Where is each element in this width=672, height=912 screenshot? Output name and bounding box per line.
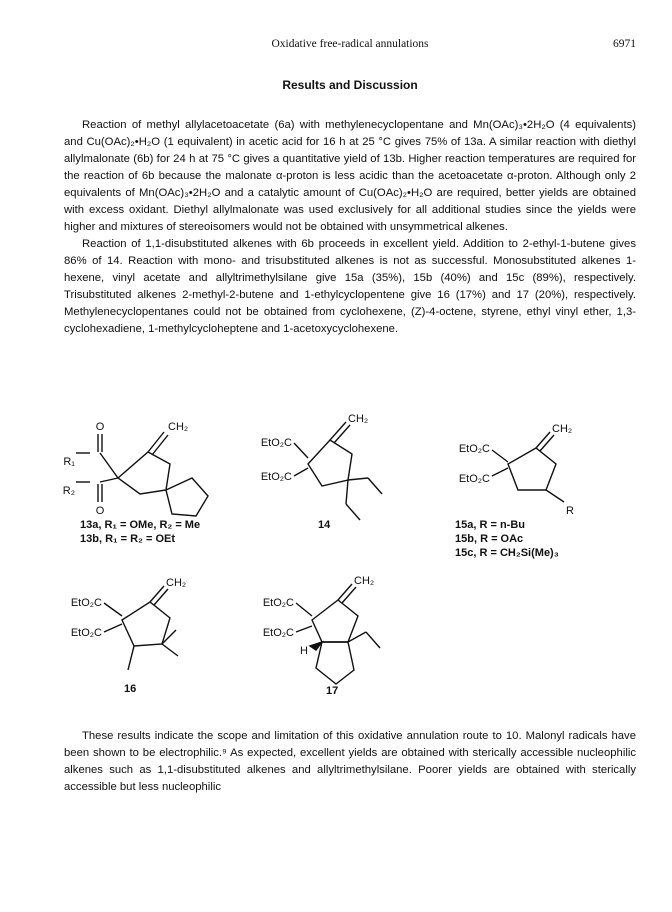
paragraph-2: Reaction of 1,1-disubstituted alkenes with 6b proceeds in excellent yield. Addition to 2-ethyl-1-butene gives 86% of 14. Reaction with mono- and trisubstituted alkenes is not as successful. Monosubstituted alkenes 1-hexene, vinyl acetate and allyltrimethylsilane give 15a (35%), 15b (40%) and 15c (89%), respectively. Trisubstituted alkenes 2-methyl-2-butene and 1-ethylcyclopentene give 16 (17%) and 17 (20%), respectively. Methylenecyclopentanes could not be obtained from cyclohexene, (Z)-4-octene, styrene, ethyl vinyl ether, 1,3-cyclohexadiene, 1-methylcycloheptene and 1-acetoxycyclohexene. — [64, 238, 636, 335]
label-ch2: CH₂ — [354, 575, 375, 587]
label-ch2: CH₂ — [166, 577, 187, 589]
page-number: 6971 — [613, 38, 636, 50]
caption-15a: 15a, R = n-Bu — [455, 519, 525, 531]
label-ester-1: EtO₂C — [262, 597, 294, 609]
caption-16: 16 — [124, 683, 137, 695]
label-ch2: CH₂ — [348, 413, 369, 425]
body-text-bottom — [64, 728, 636, 796]
label-ester-1: EtO₂C — [260, 437, 292, 449]
label-r: R — [566, 505, 574, 517]
structure-16 — [71, 577, 186, 695]
label-ester-1: EtO₂C — [70, 597, 102, 609]
structure-17 — [263, 575, 380, 697]
caption-13b: 13b, R₁ = R₂ = OEt — [80, 533, 176, 545]
label-ester-2: EtO₂C — [458, 473, 490, 485]
caption-15b: 15b, R = OAc — [455, 533, 524, 545]
label-ester-1: EtO₂C — [458, 443, 490, 455]
label-ch2: CH₂ — [552, 423, 573, 435]
caption-15c: 15c, R = CH₂Si(Me)₃ — [455, 547, 559, 559]
running-title: Oxidative free-radical annulations — [271, 38, 429, 50]
structure-14 — [261, 413, 382, 531]
paragraph-3: These results indicate the scope and limitation of this oxidative annulation route to 10. Malonyl radicals have been shown to be electrophilic.⁹ As expected, excellent yields are obtained with sterically accessible nucleophilic alkenes such as 1,1-disubstituted alkenes and allyltrimethylsilane. Poorer yields are obtained with sterically accessible but less nucleophilic — [64, 730, 636, 793]
label-ester-2: EtO₂C — [70, 627, 102, 639]
structure-13 — [63, 421, 208, 545]
label-r1: R₁ — [63, 456, 75, 468]
caption-14: 14 — [318, 519, 331, 531]
label-o-top: O — [95, 421, 105, 433]
structure-15 — [455, 423, 574, 559]
label-h: H — [300, 645, 308, 657]
caption-17: 17 — [326, 685, 339, 697]
paragraph-1: Reaction of methyl allylacetoacetate (6a) with methylenecyclopentane and Mn(OAc)₃•2H₂O (4 equivalents) and Cu(OAc)₂•H₂O (1 equivalent) in acetic acid for 16 h at 25 °C gives 75% of 13a. A similar reaction with diethyl allylmalonate (6b) for 24 h at 75 °C gives a quantitative yield of 13b. Higher reaction temperatures are required for the reaction of 6b because the malonate α-proton is less acidic than the acetoacetate α-proton. Although only 2 equivalents of Mn(OAc)₃•2H₂O and a catalytic amount of Cu(OAc)₂•H₂O are required, better yields are obtained with excess oxidant. Diethyl allylmalonate was used exclusively for all additional studies since the yields were higher and mixtures of stereoisomers would not be obtained with unsymmetrical alkenes. — [64, 119, 636, 233]
body-text-top — [64, 117, 636, 338]
label-o-bottom: O — [95, 505, 105, 517]
label-ester-2: EtO₂C — [260, 471, 292, 483]
label-ch2: CH₂ — [168, 421, 189, 433]
chemical-structures — [40, 398, 640, 718]
running-head — [64, 38, 636, 54]
label-r2: R₂ — [62, 485, 75, 497]
caption-13a: 13a, R₁ = OMe, R₂ = Me — [80, 519, 201, 531]
section-title: Results and Discussion — [282, 78, 418, 92]
label-ester-2: EtO₂C — [262, 627, 294, 639]
